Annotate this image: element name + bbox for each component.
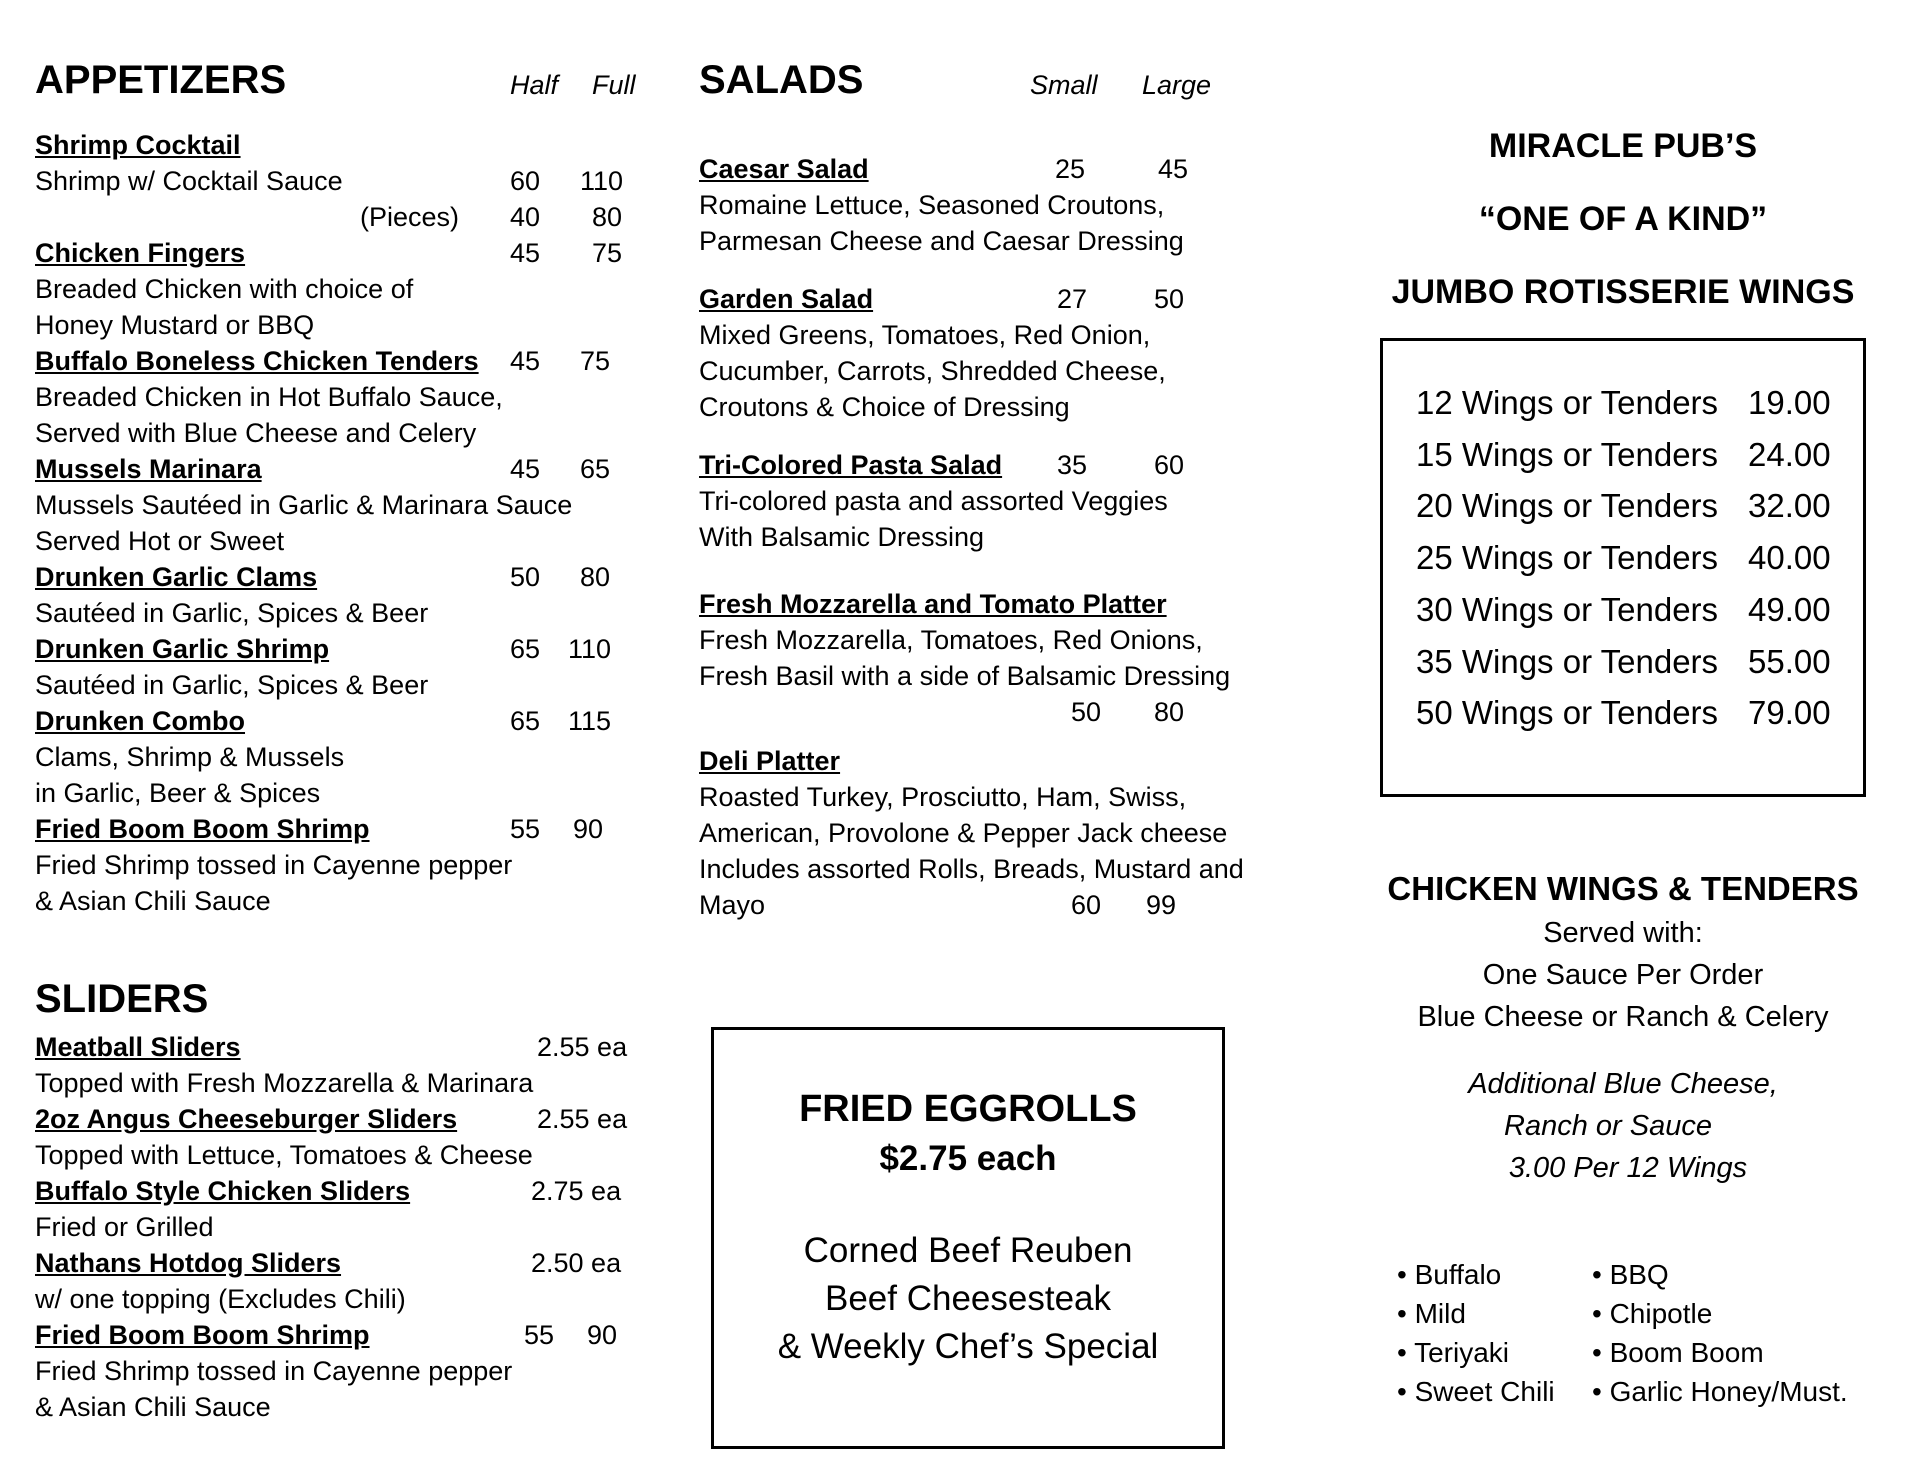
sauce-item: • BBQ <box>1592 1259 1669 1290</box>
wings-price: 32.00 <box>1748 487 1831 525</box>
wings-price: 55.00 <box>1748 642 1831 680</box>
price-full: 80 <box>592 202 623 232</box>
item-desc: Tri-colored pasta and assorted Veggies <box>699 486 1168 516</box>
eggroll-flavor: Beef Cheesesteak <box>824 1279 1111 1318</box>
wings-row <box>1416 377 1718 429</box>
served-line: One Sauce Per Order <box>1482 959 1764 991</box>
col-full-header: Full <box>592 70 636 100</box>
item-desc: Mixed Greens, Tomatoes, Red Onion, <box>699 320 1151 350</box>
item-name: Fried Boom Boom Shrimp <box>35 1320 370 1350</box>
price-full: 110 <box>580 166 624 196</box>
price-half: 55 <box>510 814 541 844</box>
item-desc: Shrimp w/ Cocktail Sauce <box>35 166 343 196</box>
item-price: 2.75 ea <box>531 1176 622 1206</box>
item-desc: Romaine Lettuce, Seasoned Croutons, <box>699 190 1165 220</box>
item-desc: Fried or Grilled <box>35 1212 214 1242</box>
price-full: 75 <box>580 346 611 376</box>
item-name: Meatball Sliders <box>35 1032 241 1062</box>
item-desc: With Balsamic Dressing <box>699 522 985 552</box>
price-full: 75 <box>592 238 623 268</box>
price-small: 27 <box>1057 284 1088 314</box>
wings-label: 50 Wings or Tenders <box>1416 694 1719 732</box>
price-half: 45 <box>510 238 541 268</box>
item-desc: w/ one topping (Excludes Chili) <box>35 1284 406 1314</box>
wings-label: 15 Wings or Tenders <box>1416 435 1719 473</box>
item-desc: Mayo <box>699 890 766 920</box>
price-small: 50 <box>1071 697 1102 727</box>
sauce-item: • Mild <box>1397 1298 1466 1329</box>
item-name: Mussels Marinara <box>35 454 262 484</box>
item-name: Nathans Hotdog Sliders <box>35 1248 342 1278</box>
item-desc: & Asian Chili Sauce <box>35 1392 271 1422</box>
item-desc: & Asian Chili Sauce <box>35 886 271 916</box>
sauce-item: • Sweet Chili <box>1397 1376 1555 1407</box>
eggrolls-box <box>711 1027 1225 1449</box>
item-desc: Mussels Sautéed in Garlic & Marinara Sauce <box>35 490 573 520</box>
item-desc: Breaded Chicken in Hot Buffalo Sauce, <box>35 382 503 412</box>
additional-line: Additional Blue Cheese, <box>1468 1068 1778 1100</box>
item-desc: Honey Mustard or BBQ <box>35 310 315 340</box>
price-large: 45 <box>1158 154 1189 184</box>
price-half: 50 <box>510 562 541 592</box>
wings-label: 25 Wings or Tenders <box>1416 539 1719 577</box>
wings-price-box <box>1380 338 1866 797</box>
item-desc: American, Provolone & Pepper Jack cheese <box>699 818 1228 848</box>
item-desc: Breaded Chicken with choice of <box>35 274 414 304</box>
price-small: 60 <box>1071 890 1102 920</box>
served-line: Blue Cheese or Ranch & Celery <box>1417 1001 1829 1033</box>
item-desc: Fresh Basil with a side of Balsamic Dressing <box>699 661 1231 691</box>
item-price: 2.55 ea <box>537 1104 628 1134</box>
col-small-header: Small <box>1030 70 1098 100</box>
item-desc: Cucumber, Carrots, Shredded Cheese, <box>699 356 1166 386</box>
wings-row <box>1416 687 1718 739</box>
item-desc: Fried Shrimp tossed in Cayenne pepper <box>35 850 513 880</box>
item-desc: Sautéed in Garlic, Spices & Beer <box>35 598 429 628</box>
additional-line: 3.00 Per 12 Wings <box>1508 1152 1748 1184</box>
wings-row <box>1416 636 1718 688</box>
wings-row <box>1416 429 1718 481</box>
price-half: 65 <box>510 706 541 736</box>
item-name: Deli Platter <box>699 746 841 776</box>
price-full: 90 <box>587 1320 618 1350</box>
price-full: 80 <box>580 562 611 592</box>
sauce-item: • Boom Boom <box>1592 1337 1764 1368</box>
price-half: 40 <box>510 202 541 232</box>
item-name: Caesar Salad <box>699 154 869 184</box>
chicken-title: CHICKEN WINGS & TENDERS <box>1387 870 1859 907</box>
one-of-a-kind: “ONE OF A KIND” <box>1478 200 1768 238</box>
item-desc: Sautéed in Garlic, Spices & Beer <box>35 670 429 700</box>
item-desc: Topped with Lettuce, Tomatoes & Cheese <box>35 1140 533 1170</box>
price-large: 99 <box>1146 890 1177 920</box>
item-desc: Parmesan Cheese and Caesar Dressing <box>699 226 1184 256</box>
eggroll-flavor: Corned Beef Reuben <box>803 1231 1133 1270</box>
appetizers-title: APPETIZERS <box>35 58 287 102</box>
wings-row <box>1416 532 1718 584</box>
eggrolls-price: $2.75 each <box>879 1139 1057 1178</box>
item-desc: Includes assorted Rolls, Breads, Mustard and <box>699 854 1244 884</box>
served-line: Served with: <box>1543 917 1703 949</box>
col-large-header: Large <box>1142 70 1212 100</box>
item-desc: Fried Shrimp tossed in Cayenne pepper <box>35 1356 513 1386</box>
price-half: 55 <box>524 1320 555 1350</box>
wings-price: 24.00 <box>1748 435 1831 473</box>
item-desc: Roasted Turkey, Prosciutto, Ham, Swiss, <box>699 782 1187 812</box>
wings-price: 49.00 <box>1748 590 1831 628</box>
item-name: Chicken Fingers <box>35 238 246 268</box>
sauce-list-right <box>1592 1255 1848 1411</box>
wings-label: 12 Wings or Tenders <box>1416 384 1719 421</box>
salads-title: SALADS <box>699 58 864 102</box>
price-half: 45 <box>510 346 541 376</box>
item-desc: Fresh Mozzarella, Tomatoes, Red Onions, <box>699 625 1203 655</box>
price-small: 25 <box>1055 154 1086 184</box>
item-name: Fresh Mozzarella and Tomato Platter <box>699 589 1167 619</box>
item-desc: Clams, Shrimp & Mussels <box>35 742 345 772</box>
price-full: 65 <box>580 454 611 484</box>
item-desc: Croutons & Choice of Dressing <box>699 392 1070 422</box>
item-name: Buffalo Boneless Chicken Tenders <box>35 346 479 376</box>
sauce-item: • Chipotle <box>1592 1298 1713 1329</box>
sauce-item: • Buffalo <box>1397 1259 1502 1290</box>
item-name: Buffalo Style Chicken Sliders <box>35 1176 411 1206</box>
item-price: 2.50 ea <box>531 1248 622 1278</box>
item-name: 2oz Angus Cheeseburger Sliders <box>35 1104 458 1134</box>
wings-price: 40.00 <box>1748 539 1831 577</box>
price-full: 90 <box>573 814 604 844</box>
sauce-item: • Teriyaki <box>1397 1337 1509 1368</box>
wings-label: 20 Wings or Tenders <box>1416 487 1719 525</box>
sauce-list-left <box>1397 1255 1555 1411</box>
wings-row <box>1416 480 1718 532</box>
wings-price: 19.00 <box>1748 384 1831 421</box>
item-name: Drunken Garlic Shrimp <box>35 634 330 664</box>
item-name: Fried Boom Boom Shrimp <box>35 814 370 844</box>
price-full: 110 <box>568 634 612 664</box>
price-half: 65 <box>510 634 541 664</box>
price-large: 60 <box>1154 450 1185 480</box>
sauce-item: • Garlic Honey/Must. <box>1592 1376 1848 1407</box>
item-name: Tri-Colored Pasta Salad <box>699 450 1003 480</box>
item-name: Drunken Garlic Clams <box>35 562 318 592</box>
item-name: Drunken Combo <box>35 706 246 736</box>
price-full: 115 <box>568 706 612 736</box>
eggroll-flavor: & Weekly Chef’s Special <box>777 1327 1159 1366</box>
wings-label: 30 Wings or Tenders <box>1416 590 1719 628</box>
sliders-title: SLIDERS <box>35 977 209 1021</box>
item-desc: Topped with Fresh Mozzarella & Marinara <box>35 1068 534 1098</box>
item-desc: in Garlic, Beer & Spices <box>35 778 321 808</box>
wings-price: 79.00 <box>1748 694 1831 732</box>
price-half: 45 <box>510 454 541 484</box>
wings-heading: JUMBO ROTISSERIE WINGS <box>1391 273 1855 311</box>
price-large: 80 <box>1154 697 1185 727</box>
eggrolls-title: FRIED EGGROLLS <box>799 1088 1137 1130</box>
wings-label: 35 Wings or Tenders <box>1416 642 1719 680</box>
wings-row <box>1416 584 1718 636</box>
price-half: 60 <box>510 166 541 196</box>
pieces-label: (Pieces) <box>360 202 460 232</box>
item-price: 2.55 ea <box>537 1032 628 1062</box>
pub-name: MIRACLE PUB’S <box>1488 127 1758 165</box>
item-desc: Served Hot or Sweet <box>35 526 285 556</box>
price-small: 35 <box>1057 450 1088 480</box>
col-half-header: Half <box>510 70 559 100</box>
additional-line: Ranch or Sauce <box>1504 1110 1712 1142</box>
item-name: Garden Salad <box>699 284 874 314</box>
item-name: Shrimp Cocktail <box>35 130 241 160</box>
item-desc: Served with Blue Cheese and Celery <box>35 418 477 448</box>
price-large: 50 <box>1154 284 1185 314</box>
